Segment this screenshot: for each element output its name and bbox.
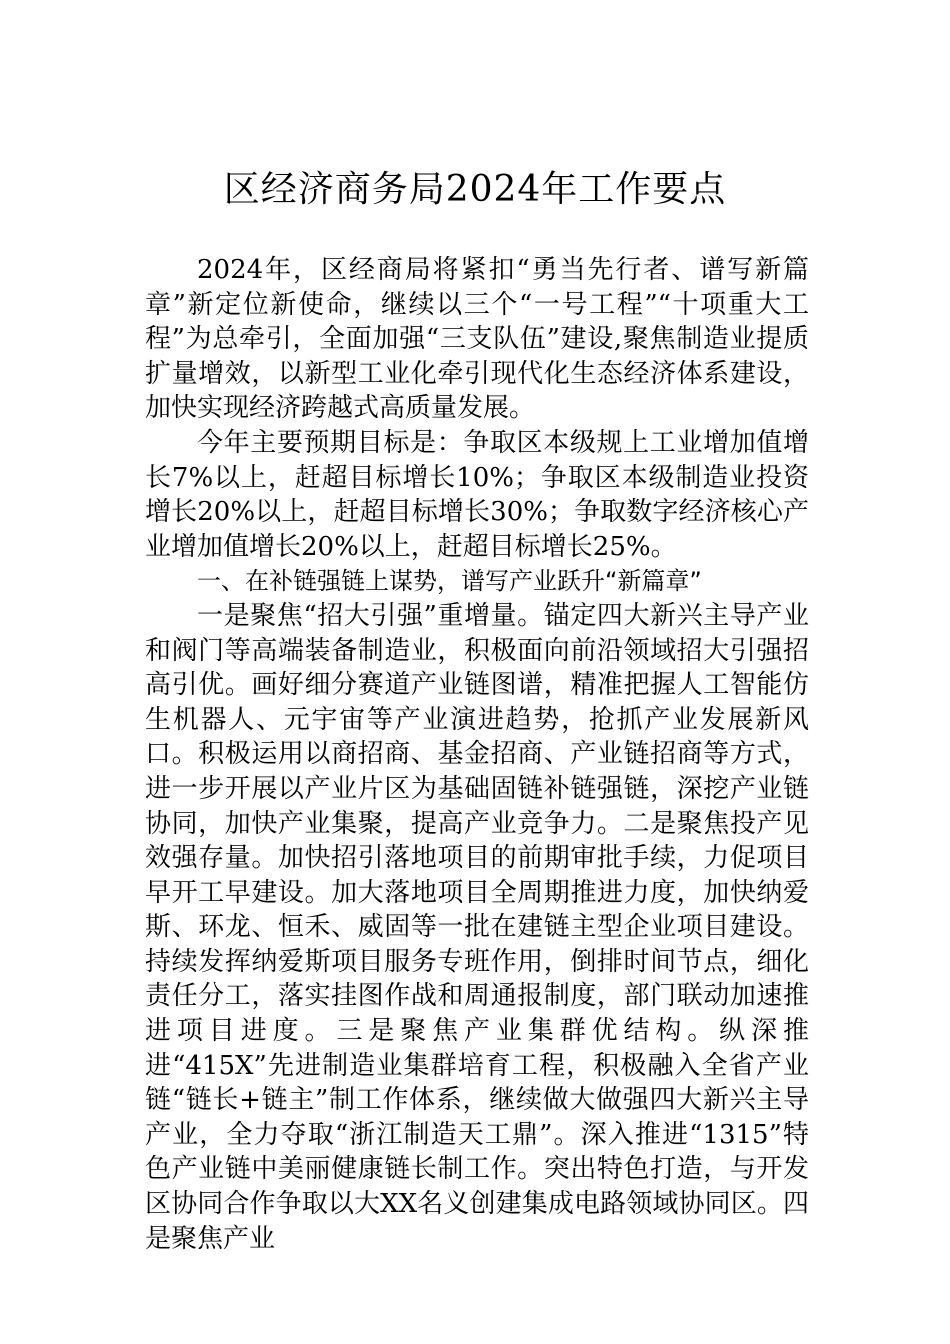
targets-paragraph: 今年主要预期目标是：争取区本级规上工业增加值增长7%以上，赶超目标增长10%；争取区本级制造业投资增长20%以上，赶超目标增长30%；争取数字经济核心产业增加值增长20%以上，赶超目标增长25%。	[145, 427, 809, 562]
document-body	[145, 253, 809, 1256]
intro-paragraph: 2024年，区经商局将紧扣“勇当先行者、谱写新篇章”新定位新使命，继续以三个“一号工程”“十项重大工程”为总牵引，全面加强“三支队伍”建设,聚焦制造业提质扩量增效，以新型工业化牵引现代化生态经济体系建设，加快实现经济跨越式高质量发展。	[145, 255, 809, 424]
section-heading: 一、在补链强链上谋势，谱写产业跃升“新篇章”	[197, 567, 702, 596]
section-paragraph: 一是聚焦“招大引强”重增量。锚定四大新兴主导产业和阀门等高端装备制造业，积极面向前沿领域招大引强招高引优。画好细分赛道产业链图谱，精准把握人工智能仿生机器人、元宇宙等产业演进趋势，抢抓产业发展新风口。积极运用以商招商、基金招商、产业链招商等方式，进一步开展以产业片区为基础固链补链强链，深挖产业链协同，加快产业集聚，提高产业竞争力。二是聚焦投产见效强存量。加快招引落地项目的前期审批手续，力促项目早开工早建设。加大落地项目全周期推进力度，加快纳爱斯、环龙、恒禾、威固等一批在建链主型企业项目建设。持续发挥纳爱斯项目服务专班作用，倒排时间节点，细化责任分工，落实挂图作战和周通报制度，部门联动加速推进项目进度。三是聚焦产业集群优结构。纵深推进“415X”先进制造业集群培育工程，积极融入全省产业链“链长+链主”制工作体系，继续做大做强四大新兴主导产业，全力夺取“浙江制造天工鼎”。深入推进“1315”特色产业链中美丽健康链长制工作。突出特色打造，与开发区协同合作争取以大XX名义创建集成电路领域协同区。四是聚焦产业	[145, 600, 809, 1254]
document-title: 区经济商务局2024年工作要点	[223, 169, 727, 210]
